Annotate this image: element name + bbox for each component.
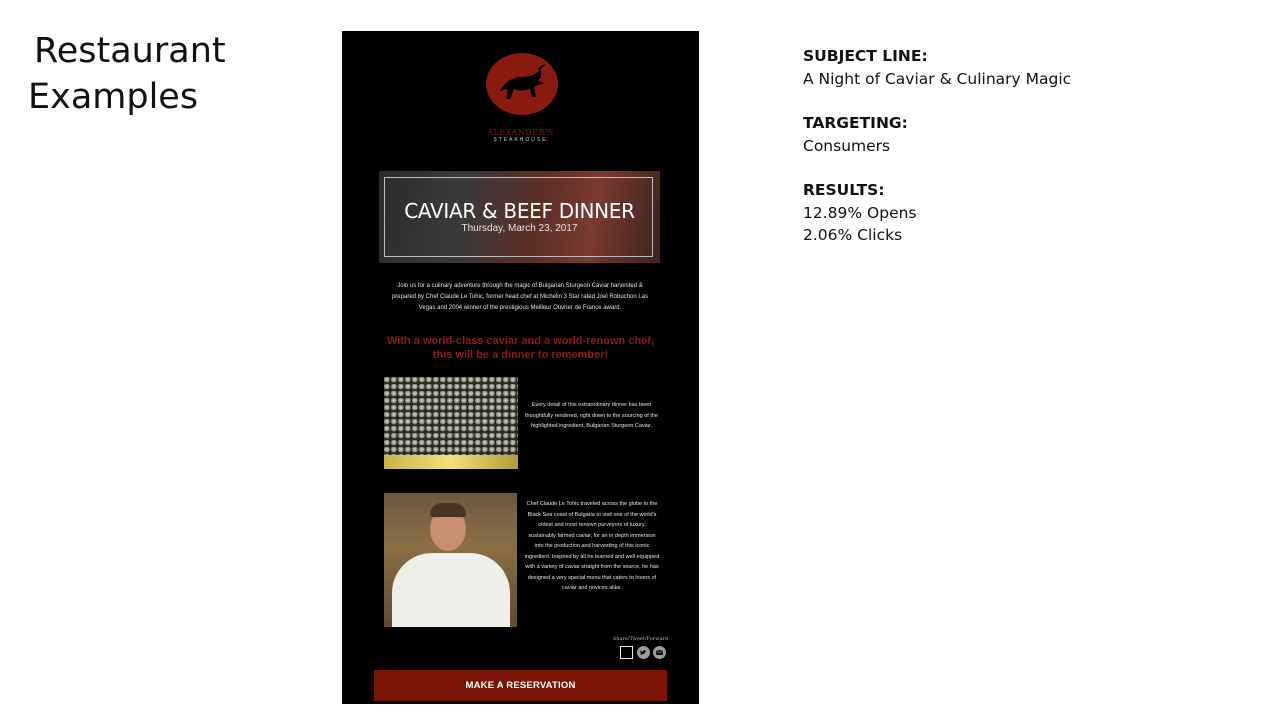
results-opens: 12.89% Opens	[803, 203, 917, 222]
chef-paragraph: Chef Claude Le Tohic traveled across the globe to the Black Sea coast of Bulgaria to visit one of the world's oldest and most renown purveyors of luxury, sustainably farmed caviar, for an in depth immersion into the production and harvesting of this iconic ingredient. Inspired by all he learned and well equipped with a variety of caviar straight from the source, he has designed a very special menu that caters to lovers of caviar and novices alike.	[524, 501, 660, 591]
hero-banner	[379, 171, 660, 263]
targeting-value: Consumers	[803, 136, 891, 155]
subject-label: SUBJECT LINE:	[803, 47, 928, 65]
intro-text: Join us for a culinary adventure through the magic of Bulgarian Sturgeon Caviar harvested & prepared by Chef Claude Le Tohic, former head chef at Michelin 3 Star rated Joel Robuchon Las Vegas and 2004 winner of the prestigious Meilleur Ouvrier de France award.	[391, 283, 649, 311]
email-icon[interactable]	[653, 646, 666, 659]
make-reservation-button[interactable]: MAKE A RESERVATION	[374, 670, 667, 701]
caviar-image	[384, 377, 518, 469]
chef-hair	[430, 503, 466, 517]
bull-logo-icon	[486, 53, 558, 115]
brand-subtitle: STEAKHOUSE	[493, 137, 548, 143]
targeting-label: TARGETING:	[803, 114, 908, 132]
targeting-block	[803, 112, 1223, 157]
slide-title-line-2: Examples	[28, 77, 199, 117]
slide-title	[28, 28, 288, 120]
subject-value: A Night of Caviar & Culinary Magic	[803, 69, 1072, 88]
results-clicks: 2.06% Clicks	[803, 226, 903, 244]
chef-photo	[384, 493, 517, 627]
caviar-tin	[384, 455, 518, 469]
hero-title: CAVIAR & BEEF DINNER	[404, 199, 635, 223]
hero-date: Thursday, March 23, 2017	[461, 223, 578, 234]
tagline: With a world-class caviar and a world-renown chef, this will be a dinner to remember!	[386, 335, 655, 361]
brand-name: ALEXANDER'S	[487, 128, 554, 137]
facebook-icon[interactable]	[620, 646, 633, 659]
campaign-details	[803, 45, 1223, 269]
chef-coat	[392, 553, 510, 627]
subject-block	[803, 45, 1223, 90]
caviar-paragraph: Every detail of this extraordinary dinner has been thoughtfully rendered, right down to the sourcing of the highlighted ingredient, Bulgarian Sturgeon Caviar.	[524, 402, 658, 429]
email-preview	[342, 31, 699, 704]
results-label: RESULTS:	[803, 181, 885, 199]
share-label: Share/Tweet/Forward	[612, 636, 668, 642]
twitter-icon[interactable]	[637, 646, 650, 659]
slide-title-line-1: Restaurant	[34, 31, 226, 71]
results-block	[803, 179, 1223, 247]
